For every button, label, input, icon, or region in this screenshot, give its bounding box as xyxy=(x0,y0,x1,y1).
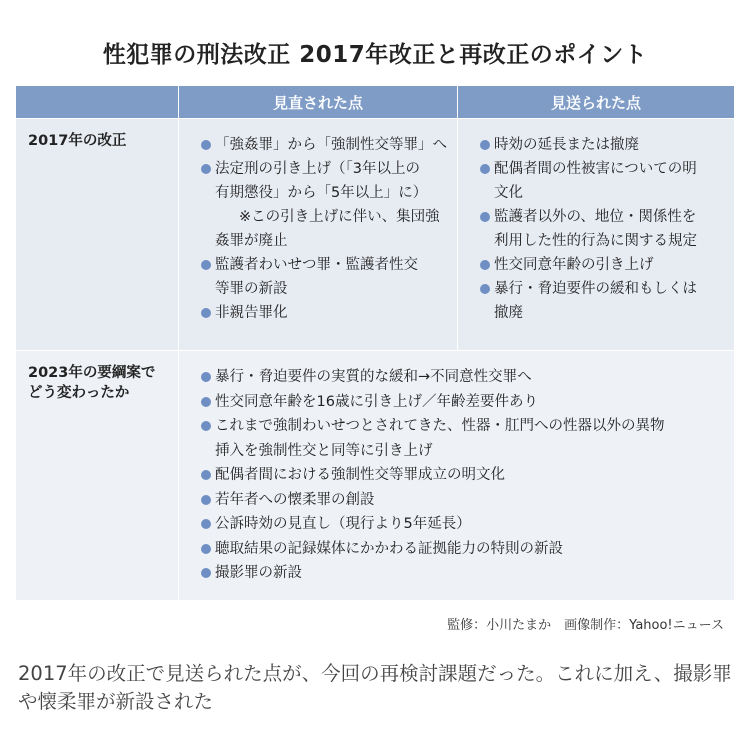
changes-cell xyxy=(179,351,734,600)
bullet-dot-icon xyxy=(201,568,211,578)
list-item-text: 性交同意年齢を16歳に引き上げ／年齢差要件あり xyxy=(215,393,538,410)
list-item-text: ※この引き上げに伴い、集団強 xyxy=(239,209,440,225)
list-item xyxy=(201,561,734,586)
bullet-dot-icon xyxy=(480,260,490,270)
row-label-cell xyxy=(16,119,178,350)
bullet-dot-icon xyxy=(201,397,211,407)
list-item-text: 非親告罪化 xyxy=(215,305,288,321)
table-header xyxy=(16,86,734,118)
list-item-text: 姦罪が廃止 xyxy=(215,233,288,249)
bullet-dot-icon xyxy=(201,495,211,505)
postponed-list xyxy=(458,119,734,325)
table-row-2023 xyxy=(16,351,734,600)
bullet-dot-icon xyxy=(480,140,490,150)
row-label-cell xyxy=(16,351,178,600)
list-item xyxy=(201,537,734,562)
list-item-text: 監護者わいせつ罪・監護者性交 xyxy=(215,257,418,273)
list-item-text: 等罪の新設 xyxy=(215,281,288,297)
header-postponed: 見送られた点 xyxy=(458,86,734,118)
table-row-2017 xyxy=(16,119,734,350)
bullet-dot-icon xyxy=(201,544,211,554)
bullet-dot-icon xyxy=(480,164,490,174)
list-item xyxy=(201,229,457,253)
list-item xyxy=(201,157,457,181)
list-item-text: 暴行・脅迫要件の実質的な緩和→不同意性交罪へ xyxy=(215,369,532,385)
header-blank-cell xyxy=(16,86,178,118)
credit-line: 監修：小川たまか 画像制作：Yahoo!ニュース xyxy=(447,618,724,633)
list-item-text: 時効の延長または撤廃 xyxy=(494,137,639,153)
list-item xyxy=(201,488,734,513)
list-item-text: 若年者への懐柔罪の創設 xyxy=(215,491,375,508)
list-item-text: 配偶者間における強制性交等罪成立の明文化 xyxy=(215,467,505,483)
list-item-text: 暴行・脅迫要件の緩和もしくは xyxy=(494,281,697,297)
list-item xyxy=(480,205,734,229)
list-item-text: 撮影罪の新設 xyxy=(215,565,302,581)
list-item xyxy=(480,301,734,325)
bullet-dot-icon xyxy=(201,140,211,150)
list-item-text: 法定刑の引き上げ（「3年以上の xyxy=(215,161,420,177)
bullet-dot-icon xyxy=(201,421,211,431)
list-item xyxy=(201,365,734,390)
list-item-text: 聴取結果の記録媒体にかかわる証拠能力の特則の新設 xyxy=(215,540,563,557)
list-item xyxy=(201,390,734,415)
row-label-2023-line2: どう変わったか xyxy=(28,385,130,401)
list-item-text: これまで強制わいせつとされてきた、性器・肛門への性器以外の異物 xyxy=(215,418,665,434)
bullet-dot-icon xyxy=(480,284,490,294)
bullet-dot-icon xyxy=(201,260,211,270)
list-item-text: 利用した性的行為に関する規定 xyxy=(494,233,697,249)
list-item-text: 有期懲役」から「5年以上」に） xyxy=(215,185,428,201)
list-item xyxy=(201,277,457,301)
list-item xyxy=(480,229,734,253)
list-item xyxy=(201,133,457,157)
row-label-2023 xyxy=(16,351,178,403)
list-item xyxy=(201,301,457,325)
list-item xyxy=(201,463,734,488)
image-caption: 2017年の改正で見送られた点が、今回の再検討課題だった。これに加え、撮影罪や懐柔罪が新設された xyxy=(18,662,732,713)
bullet-dot-icon xyxy=(201,372,211,382)
list-item-text: 配偶者間の性被害についての明 xyxy=(494,161,697,177)
bullet-dot-icon xyxy=(201,519,211,529)
list-item xyxy=(201,205,457,229)
list-item-text: 性交同意年齢の引き上げ xyxy=(494,257,654,273)
list-item-text: 公訴時効の見直し（現行より5年延長） xyxy=(215,516,471,532)
list-item xyxy=(480,157,734,181)
list-item-text: 「強姦罪」から「強制性交等罪」へ xyxy=(215,137,447,153)
list-item xyxy=(201,512,734,537)
list-item xyxy=(201,181,457,205)
list-item-text: 挿入を強制性交と同等に引き上げ xyxy=(215,442,433,459)
list-item xyxy=(201,253,457,277)
infographic-title: 性犯罪の刑法改正 2017年改正と再改正のポイント xyxy=(102,42,648,68)
list-item xyxy=(480,277,734,301)
changes-list xyxy=(179,351,734,586)
bullet-dot-icon xyxy=(201,164,211,174)
bullet-dot-icon xyxy=(201,308,211,318)
row-label-2017: 2017年の改正 xyxy=(28,133,127,149)
list-item xyxy=(201,439,734,464)
row-label-2023-line1: 2023年の要綱案で xyxy=(28,365,156,381)
list-item-text: 監護者以外の、地位・関係性を xyxy=(494,209,697,225)
comparison-table xyxy=(16,86,734,600)
reviewed-cell xyxy=(179,119,457,350)
list-item xyxy=(480,181,734,205)
postponed-cell xyxy=(458,119,734,350)
bullet-dot-icon xyxy=(201,470,211,480)
reviewed-list xyxy=(179,119,457,325)
list-item xyxy=(201,414,734,439)
header-reviewed: 見直された点 xyxy=(179,86,457,118)
list-item-text: 文化 xyxy=(494,185,523,201)
list-item xyxy=(480,253,734,277)
list-item-text: 撤廃 xyxy=(494,305,523,321)
bullet-dot-icon xyxy=(480,212,490,222)
list-item xyxy=(480,133,734,157)
